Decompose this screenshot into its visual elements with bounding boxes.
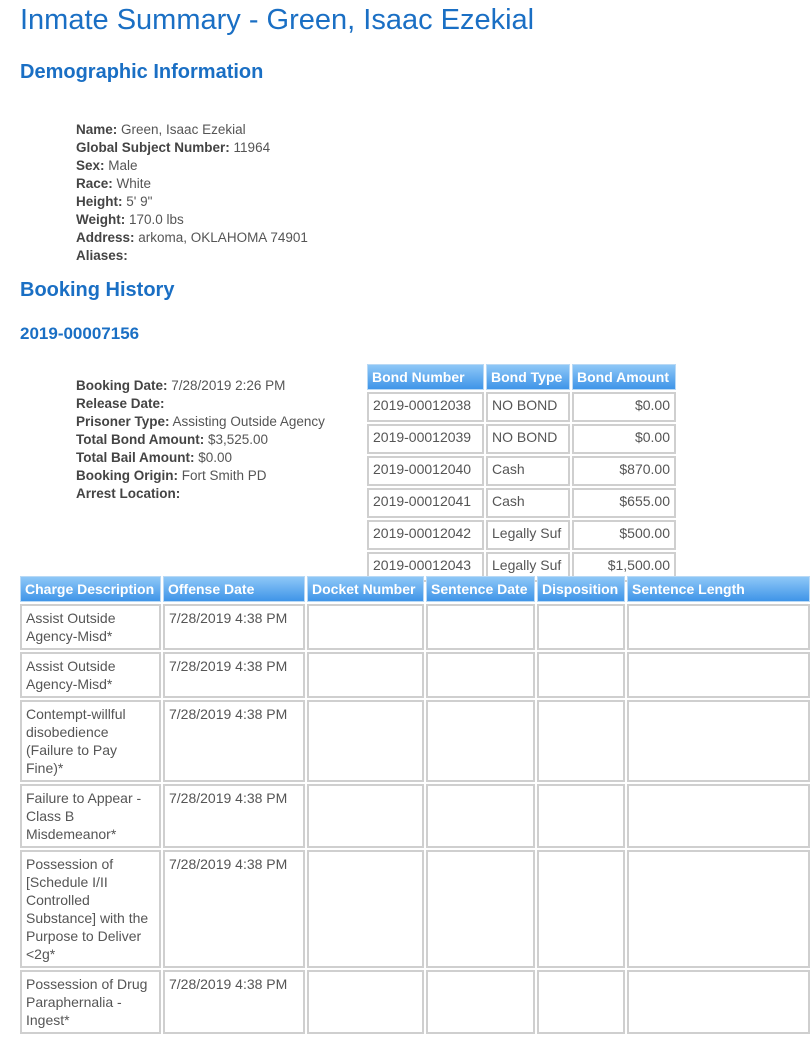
- sentence-date: [426, 970, 535, 1034]
- docket-number: [307, 850, 424, 968]
- charge-row: [20, 652, 810, 698]
- offense-date: 7/28/2019 4:38 PM: [163, 850, 305, 968]
- disposition: [537, 700, 625, 782]
- field-label: Total Bail Amount:: [76, 450, 195, 465]
- demographic-row: [76, 175, 308, 193]
- bond-row: [367, 520, 676, 550]
- field-value: Assisting Outside Agency: [172, 414, 325, 429]
- demographic-row: [76, 247, 308, 265]
- field-label: Race:: [76, 176, 113, 191]
- bond-number: 2019-00012042: [367, 520, 484, 550]
- offense-date: 7/28/2019 4:38 PM: [163, 604, 305, 650]
- booking-detail-row: [76, 449, 325, 467]
- docket-number: [307, 700, 424, 782]
- field-label: Booking Origin:: [76, 468, 178, 483]
- demographic-row: [76, 121, 308, 139]
- offense-date: 7/28/2019 4:38 PM: [163, 700, 305, 782]
- bond-header-number[interactable]: Bond Number: [367, 364, 484, 390]
- bond-amount: $870.00: [572, 456, 676, 486]
- bond-number: 2019-00012041: [367, 488, 484, 518]
- booking-details: [76, 377, 325, 503]
- sentence-date: [426, 784, 535, 848]
- charge-header-description[interactable]: Charge Description: [20, 576, 161, 602]
- field-label: Aliases:: [76, 248, 128, 263]
- charge-header-disposition[interactable]: Disposition: [537, 576, 625, 602]
- disposition: [537, 652, 625, 698]
- sentence-length: [627, 604, 810, 650]
- charge-table: [18, 574, 812, 1036]
- field-label: Sex:: [76, 158, 105, 173]
- sentence-length: [627, 850, 810, 968]
- demographic-row: [76, 139, 308, 157]
- field-label: Arrest Location:: [76, 486, 181, 501]
- bond-type: Cash: [486, 456, 570, 486]
- charge-description: Possession of Drug Paraphernalia - Ingest*: [20, 970, 161, 1034]
- offense-date: 7/28/2019 4:38 PM: [163, 784, 305, 848]
- docket-number: [307, 784, 424, 848]
- demographic-row: [76, 193, 308, 211]
- field-value: Fort Smith PD: [181, 468, 267, 483]
- docket-number: [307, 652, 424, 698]
- charge-header-docket-number[interactable]: Docket Number: [307, 576, 424, 602]
- bond-header-amount[interactable]: Bond Amount: [572, 364, 676, 390]
- bond-amount: $500.00: [572, 520, 676, 550]
- sentence-length: [627, 784, 810, 848]
- bond-number: 2019-00012038: [367, 392, 484, 422]
- bond-table-header: [367, 364, 676, 390]
- bond-row: [367, 424, 676, 454]
- demographic-heading: Demographic Information: [20, 61, 264, 83]
- bond-row: [367, 392, 676, 422]
- charge-header-sentence-date[interactable]: Sentence Date: [426, 576, 535, 602]
- field-label: Global Subject Number:: [76, 140, 230, 155]
- field-value: 11964: [233, 140, 271, 155]
- bond-amount: $0.00: [572, 392, 676, 422]
- bond-table: [365, 362, 678, 584]
- sentence-date: [426, 604, 535, 650]
- sentence-date: [426, 652, 535, 698]
- docket-number: [307, 604, 424, 650]
- field-label: Address:: [76, 230, 135, 245]
- sentence-date: [426, 850, 535, 968]
- booking-detail-row: [76, 413, 325, 431]
- bond-type: NO BOND: [486, 424, 570, 454]
- charge-header-offense-date[interactable]: Offense Date: [163, 576, 305, 602]
- bond-row: [367, 456, 676, 486]
- field-label: Height:: [76, 194, 123, 209]
- field-label: Total Bond Amount:: [76, 432, 205, 447]
- field-value: $0.00: [198, 450, 233, 465]
- demographic-row: [76, 157, 308, 175]
- booking-history-heading: Booking History: [20, 279, 175, 301]
- bond-number: 2019-00012039: [367, 424, 484, 454]
- disposition: [537, 604, 625, 650]
- page-title: Inmate Summary - Green, Isaac Ezekial: [20, 4, 535, 36]
- charge-description: Failure to Appear - Class B Misdemeanor*: [20, 784, 161, 848]
- bond-amount: $1,500.00: [572, 552, 676, 582]
- bond-type: Legally Suf: [486, 552, 570, 582]
- disposition: [537, 850, 625, 968]
- bond-number: 2019-00012043: [367, 552, 484, 582]
- demographic-row: [76, 211, 308, 229]
- field-label: Booking Date:: [76, 378, 168, 393]
- booking-detail-row: [76, 467, 325, 485]
- disposition: [537, 970, 625, 1034]
- field-label: Prisoner Type:: [76, 414, 170, 429]
- field-label: Weight:: [76, 212, 126, 227]
- offense-date: 7/28/2019 4:38 PM: [163, 652, 305, 698]
- field-value: 7/28/2019 2:26 PM: [171, 378, 286, 393]
- field-value: Male: [108, 158, 138, 173]
- charge-description: Possession of [Schedule I/II Controlled Substance] with the Purpose to Deliver <2g*: [20, 850, 161, 968]
- field-value: $3,525.00: [207, 432, 269, 447]
- sentence-date: [426, 700, 535, 782]
- field-value: 5' 9": [126, 194, 153, 209]
- offense-date: 7/28/2019 4:38 PM: [163, 970, 305, 1034]
- field-value: arkoma, OKLAHOMA 74901: [138, 230, 308, 245]
- charge-header-sentence-length[interactable]: Sentence Length: [627, 576, 810, 602]
- field-value: White: [116, 176, 152, 191]
- charge-row: [20, 700, 810, 782]
- bond-header-type[interactable]: Bond Type: [486, 364, 570, 390]
- bond-row: [367, 488, 676, 518]
- booking-detail-row: [76, 395, 325, 413]
- booking-detail-row: [76, 431, 325, 449]
- charge-description: Assist Outside Agency-Misd*: [20, 604, 161, 650]
- field-value: 170.0 lbs: [129, 212, 184, 227]
- charge-row: [20, 784, 810, 848]
- sentence-length: [627, 970, 810, 1034]
- booking-number: 2019-00007156: [20, 324, 140, 343]
- disposition: [537, 784, 625, 848]
- bond-amount: $655.00: [572, 488, 676, 518]
- sentence-length: [627, 652, 810, 698]
- bond-type: NO BOND: [486, 392, 570, 422]
- charge-row: [20, 850, 810, 968]
- field-label: Name:: [76, 122, 118, 137]
- booking-detail-row: [76, 485, 325, 503]
- bond-type: Legally Suf: [486, 520, 570, 550]
- charge-row: [20, 970, 810, 1034]
- sentence-length: [627, 700, 810, 782]
- field-value: Green, Isaac Ezekial: [121, 122, 246, 137]
- docket-number: [307, 970, 424, 1034]
- demographic-info: [76, 121, 308, 265]
- charge-description: Contempt-willful disobedience (Failure to Pay Fine)*: [20, 700, 161, 782]
- bond-number: 2019-00012040: [367, 456, 484, 486]
- field-label: Release Date:: [76, 396, 165, 411]
- demographic-row: [76, 229, 308, 247]
- booking-detail-row: [76, 377, 325, 395]
- charge-description: Assist Outside Agency-Misd*: [20, 652, 161, 698]
- bond-amount: $0.00: [572, 424, 676, 454]
- charge-table-header: [20, 576, 810, 602]
- charge-row: [20, 604, 810, 650]
- bond-type: Cash: [486, 488, 570, 518]
